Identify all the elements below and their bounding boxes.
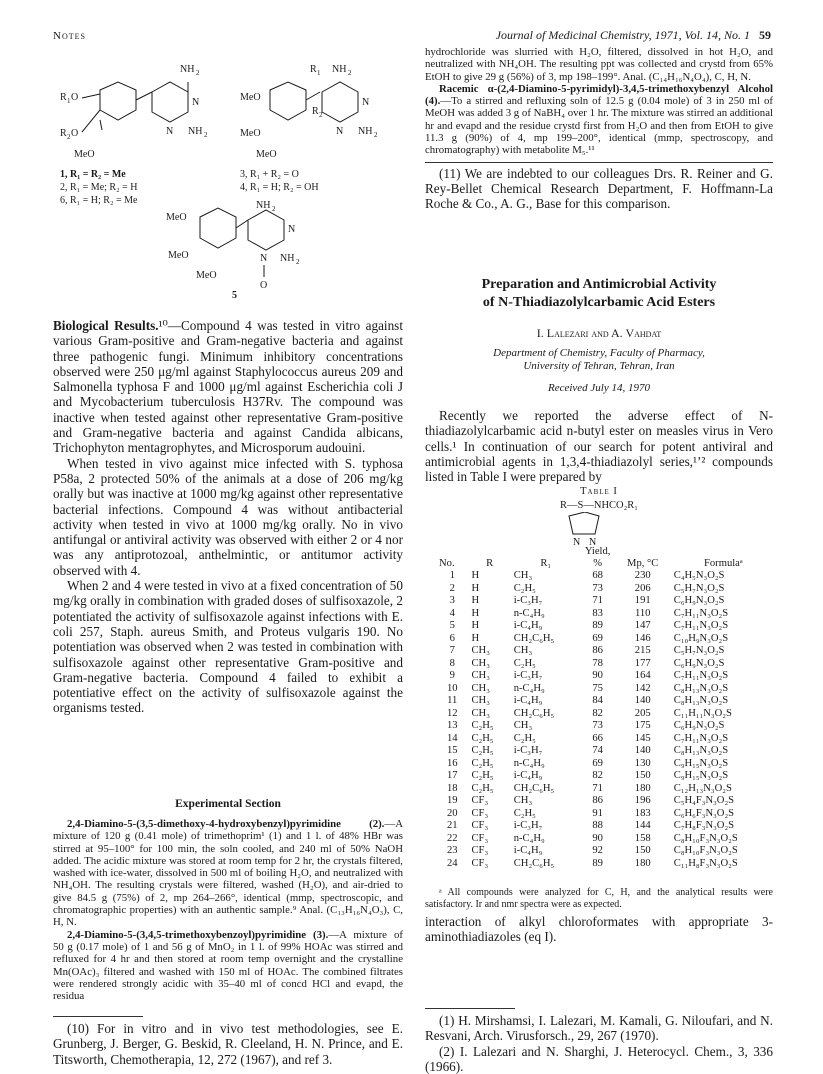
table-cell: CF₃ — [471, 807, 489, 819]
table-cell: C₆H₉N₃O₂S — [673, 720, 725, 731]
table-cell: 10 — [446, 682, 458, 694]
table-cell: 2 — [449, 582, 455, 594]
table-body — [436, 570, 776, 870]
table-cell: 191 — [634, 595, 651, 606]
table-cell: CH₃ — [471, 695, 490, 706]
table-cell: 74 — [592, 745, 603, 756]
table-cell: i-C₄H₉ — [513, 695, 543, 706]
table-cell: CH₃ — [513, 795, 533, 806]
table-cell: CF₃ — [471, 820, 489, 831]
svg-text:2: 2 — [196, 69, 200, 77]
table-cell: 14 — [446, 732, 458, 744]
table-row — [436, 770, 776, 783]
table-cell: 150 — [634, 845, 651, 856]
table-cell: C₉H₁₅N₃O₂S — [673, 770, 729, 781]
table-cell: 13 — [446, 720, 458, 731]
table-row — [436, 645, 776, 658]
table-row — [436, 595, 776, 608]
table-cell: 9 — [449, 670, 455, 681]
left-footnote — [53, 1016, 403, 1067]
table-cell: i-C₃H₇ — [513, 670, 543, 681]
journal-citation: Journal of Medicinal Chemistry, 1971, Vol. 14, No. 1 — [495, 28, 750, 42]
svg-text:2: 2 — [204, 131, 208, 139]
table-cell: i-C₃H₇ — [513, 595, 543, 606]
table-row — [436, 783, 776, 796]
svg-text:1: 1 — [67, 97, 71, 105]
table-cell: 180 — [634, 857, 651, 869]
affiliation: Department of Chemistry, Faculty of Pharmacy, University of Tehran, Tehran, Iran — [493, 347, 705, 372]
table-cell: C₁₁H₁₁N₃O₂S — [673, 707, 732, 719]
table-cell: C₂H₅ — [513, 657, 536, 669]
interaction-paragraph: interaction of alkyl chloroformates with appropriate 3-aminothiadiazoles (eq I). — [425, 914, 773, 945]
table-footnote — [425, 887, 773, 910]
table-cell: C₈H₁₃N₃O₂S — [673, 745, 729, 756]
table-cell: 5 — [449, 620, 455, 631]
structure-1-2-6 — [60, 64, 208, 160]
table-row — [436, 695, 776, 708]
table-cell: 20 — [446, 807, 458, 819]
table-cell: H — [471, 570, 480, 581]
bio-paragraph-3: When 2 and 4 were tested in vivo at a fixed concentration of 50 mg/kg orally in combination with graded doses of sulfisoxazole, 2 potentiated the activity of sulfisoxazole against infections with E. coli 257, Staph. aureus Smith, and Proteus vulgaris 190. No potentiation was observed when 2 was tested in combination with sulfisoxazole against other representative Gram-positive and Gram-negative bacteria. Compound 4 failed to exhibit a potentiative effect on the activity of sulfisoxazole against the organisms tested. — [53, 578, 403, 716]
table-cell: 177 — [634, 657, 651, 669]
reference-2: (2) I. Lalezari and N. Sharghi, J. Heterocycl. Chem., 3, 336 (1966). — [425, 1043, 773, 1074]
table-row — [436, 658, 776, 671]
table-cell: 12 — [446, 707, 458, 719]
table-cell: C₂H₅ — [471, 745, 494, 756]
exp-paragraph-2: 2,4-Diamino-5-(3,4,5-trimethoxybenzoyl)pyrimidine (3).—A mixture of 50 g (0.17 mole) of 1 and 56 g of MnO₂ in 1 l. of 99% HOAc was stirred and refluxed for 4 hr and then stored at room temp overnight and the crystalline Mn(OAc)₃ filtered and washed with 150 ml of HOAc. The combined filtrates were rendered strongly acidic with 35–40 ml of concd HCl and evapd, the residua — [53, 928, 403, 1003]
table-cell: 183 — [634, 807, 651, 819]
table-cell: CF₃ — [471, 795, 489, 806]
table-cell: 15 — [446, 745, 458, 756]
table-cell: 144 — [634, 820, 651, 831]
interaction-section — [425, 914, 773, 945]
svg-text:N: N — [589, 537, 597, 546]
svg-text:NH: NH — [332, 64, 347, 75]
table-cell: 17 — [446, 770, 458, 781]
svg-text:NH: NH — [188, 126, 203, 137]
table-row — [436, 733, 776, 746]
table-row — [436, 833, 776, 846]
intro-section — [425, 408, 773, 484]
table-cell: 78 — [592, 657, 603, 669]
table-cell: C₇H₁₁N₃O₂S — [673, 607, 729, 619]
table-cell: 140 — [634, 695, 651, 706]
table-cell: H — [471, 620, 480, 631]
pyrimidine-structures-figure — [60, 62, 400, 302]
table-cell: n-C₄H₉ — [513, 832, 545, 844]
table-row — [436, 570, 776, 583]
table-cell: C₂H₅ — [471, 757, 494, 769]
table-cell: 1 — [449, 570, 455, 581]
svg-text:N: N — [260, 253, 268, 264]
table-cell: CH₃ — [471, 670, 490, 681]
svg-text:2: 2 — [374, 131, 378, 139]
table-cell: 7 — [449, 645, 455, 656]
table-cell: 71 — [592, 782, 603, 794]
table-cell: 71 — [592, 595, 603, 606]
table-cell: 19 — [446, 795, 458, 806]
table-cell: 73 — [592, 720, 603, 731]
label-compound-2: 2, R₁ = Me; R₂ = H — [60, 182, 138, 193]
svg-text:O: O — [71, 92, 79, 103]
table-header-row: No. R R₁ Yield, % Mp, °C Formulaᵃ — [439, 546, 743, 569]
biological-results-section — [53, 318, 403, 716]
table-cell: CH₂C₆H₅ — [513, 707, 555, 719]
table-cell: C₈H₁₃N₃O₂S — [673, 682, 729, 694]
table-cell: H — [471, 607, 480, 619]
table-cell: CH₃ — [471, 682, 490, 694]
svg-text:N: N — [336, 126, 344, 137]
svg-text:1: 1 — [317, 69, 321, 77]
table-cell: CH₃ — [471, 645, 490, 656]
table-row — [436, 720, 776, 733]
table-cell: 215 — [634, 645, 651, 656]
table-cell: 140 — [634, 745, 651, 756]
running-header-journal — [496, 28, 771, 43]
table-cell: 206 — [634, 582, 651, 594]
table-cell: 205 — [634, 707, 651, 719]
structure-3-4 — [240, 64, 378, 160]
table-cell: CH₂C₆H₅ — [513, 857, 555, 869]
table-cell: n-C₄H₉ — [513, 607, 545, 619]
svg-text:N: N — [362, 97, 370, 108]
table-cell: C₇H₈F₃N₃O₂S — [673, 820, 735, 831]
table-row — [436, 858, 776, 871]
svg-text:R: R — [310, 64, 317, 75]
table-cell: 180 — [634, 782, 651, 794]
table-title: Table I — [580, 486, 618, 497]
svg-text:N: N — [573, 537, 581, 546]
table-cell: 158 — [634, 832, 651, 844]
footnote-11: (11) We are indebted to our colleagues Drs. R. Reiner and G. Rey-Bellet Chemical Research Department, F. Hoffmann-La Roche & Co., A. G., Base for this comparison. — [425, 165, 773, 212]
svg-text:2: 2 — [296, 258, 300, 266]
table-cell: C₅H₇N₃O₂S — [673, 645, 725, 656]
table-cell: C₈H₁₀F₃N₃O₂S — [673, 845, 738, 856]
table-cell: CF₃ — [471, 857, 489, 869]
table-cell: C₁₁H₈F₃N₃O₂S — [673, 857, 738, 869]
continuation-paragraph: hydrochloride was slurried with H₂O, filtered, dissolved in hot H₂O, and neutralized with NH₄OH. The resulting ppt was collected and crystd from 65% EtOH to give 29 g (56%) of 3, mp 198–199°. Anal. (C₁₄H₁₆N₄O₄), C, H, N. — [425, 46, 773, 83]
table-cell: CH₂C₆H₅ — [513, 782, 555, 794]
table-cell: 22 — [446, 832, 458, 844]
table-cell: 84 — [592, 695, 603, 706]
svg-text:R: R — [60, 128, 67, 139]
authors: I. Lalezari and A. Vahdat — [536, 326, 662, 340]
table-cell: 110 — [634, 607, 651, 619]
table-cell: 75 — [592, 682, 603, 694]
table-cell: 147 — [634, 620, 651, 631]
table-cell: 150 — [634, 770, 651, 781]
footnote-separator — [425, 162, 773, 163]
table-cell: C₄H₅N₃O₂S — [673, 570, 725, 581]
table-cell: C₂H₅ — [513, 807, 536, 819]
table-cell: i-C₄H₉ — [513, 770, 543, 781]
table-cell: 66 — [592, 732, 603, 744]
table-row — [436, 745, 776, 758]
table-row — [436, 708, 776, 721]
table-cell: C₂H₅ — [513, 732, 536, 744]
table-cell: n-C₄H₉ — [513, 757, 545, 769]
table-cell: C₂H₅ — [471, 732, 494, 744]
label-compound-4: 4, R₁ = H; R₂ = OH — [240, 182, 319, 193]
table-cell: 86 — [592, 645, 603, 656]
bio-paragraph-2: When tested in vivo against mice infected with S. typhosa P58a, 2 protected 50% of the animals at a dose of 206 mg/kg orally but was inactive at 1000 mg/kg against other representative bacterial infections. Compound 4 was without antibacterial activity when tested in vivo at 1000 mg/kg orally. No in vivo antifungal or antiviral activity was observed with either 2 or 4 nor was any antiprotozoal, anthelmintic, or antitumor activity observed with 4. — [53, 455, 403, 578]
table-row — [436, 633, 776, 646]
table-cell: C₆H₆F₃N₃O₂S — [673, 807, 735, 819]
svg-text:MeO: MeO — [166, 212, 187, 223]
table-row — [436, 845, 776, 858]
table-cell: CH₃ — [513, 720, 533, 731]
svg-text:N: N — [288, 224, 296, 235]
table-cell: 91 — [592, 807, 603, 819]
table-cell: 230 — [634, 570, 651, 581]
table-cell: 69 — [592, 632, 603, 644]
table-cell: 88 — [592, 820, 603, 831]
table-cell: 86 — [592, 795, 603, 806]
table-cell: C₇H₁₁N₃O₂S — [673, 670, 729, 681]
svg-text:2: 2 — [348, 69, 352, 77]
table-cell: 130 — [634, 757, 651, 769]
svg-text:NH: NH — [358, 126, 373, 137]
svg-text:R: R — [60, 92, 67, 103]
table-cell: CF₃ — [471, 832, 489, 844]
table-cell: 6 — [449, 632, 455, 644]
table-cell: 23 — [446, 845, 458, 856]
table-cell: 89 — [592, 620, 603, 631]
table-row — [436, 795, 776, 808]
table-cell: 90 — [592, 832, 603, 844]
svg-text:2: 2 — [319, 111, 323, 119]
table-cell: C₁₀H₉N₃O₂S — [673, 632, 729, 644]
table-row — [436, 808, 776, 821]
table-1 — [436, 546, 776, 870]
table-cell: H — [471, 632, 480, 644]
table-cell: CH₂C₆H₅ — [513, 632, 555, 644]
svg-text:MeO: MeO — [168, 250, 189, 261]
continuation-section — [425, 46, 773, 212]
table-cell: CH₃ — [513, 645, 533, 656]
table-cell: 142 — [634, 682, 651, 694]
article-title: Preparation and Antimicrobial Activity of N-Thiadiazolylcarbamic Acid Esters — [481, 277, 717, 310]
table-cell: C₂H₅ — [471, 720, 494, 731]
table-cell: H — [471, 595, 480, 606]
table-cell: CH₃ — [513, 570, 533, 581]
table-row — [436, 820, 776, 833]
table-cell: i-C₃H₇ — [513, 820, 543, 831]
footnote-rule — [53, 1016, 143, 1017]
table-cell: i-C₄H₉ — [513, 620, 543, 631]
svg-text:2: 2 — [67, 133, 71, 141]
svg-text:MeO: MeO — [256, 149, 277, 160]
running-header-section: Notes — [53, 30, 86, 42]
structure-5 — [166, 200, 300, 291]
table-cell: 68 — [592, 570, 603, 581]
table-cell: CF₃ — [471, 845, 489, 856]
svg-text:MeO: MeO — [74, 149, 95, 160]
table-cell: n-C₄H₉ — [513, 682, 545, 694]
table-cell: 4 — [449, 607, 455, 619]
table-cell: C₈H₁₀F₃N₃O₂S — [673, 832, 738, 844]
table-row — [436, 620, 776, 633]
table-cell: C₂H₅ — [471, 770, 494, 781]
svg-text:O: O — [260, 280, 268, 291]
table-cell: 16 — [446, 757, 458, 769]
table-row — [436, 670, 776, 683]
table-cell: 73 — [592, 582, 603, 594]
racemic-paragraph: Racemic α-(2,4-Diamino-5-pyrimidyl)-3,4,5-trimethoxybenzyl Alcohol (4).—To a stirred and refluxing soln of 12.5 g (0.04 mole) of 3 in 250 ml of MeOH was added 3 g of NaBH₄ over 1 hr. The mixture was stirred an additional hr and evapd and the residue crystd first from H₂O and then from EtOH to give 11.3 g (90%) of 4, mp 199–200°, identical (mmp, spectroscopy, and chromatography) with metabolite M₅.¹¹ — [425, 82, 773, 157]
table-cell: i-C₄H₉ — [513, 845, 543, 856]
table-cell: 82 — [592, 707, 603, 719]
table-cell: C₈H₁₃N₃O₂S — [673, 695, 729, 706]
table-cell: 82 — [592, 770, 603, 781]
label-compound-3: 3, R₁ + R₂ = O — [240, 169, 299, 180]
table-cell: C₁₂H₁₃N₃O₂S — [673, 782, 732, 794]
table-row — [436, 758, 776, 771]
label-compound-1: 1, R₁ = R₂ = Me — [60, 169, 126, 180]
label-compound-5: 5 — [232, 290, 237, 301]
table-cell: 92 — [592, 845, 603, 856]
svg-text:2: 2 — [272, 205, 276, 213]
table-cell: 164 — [634, 670, 651, 681]
table-row — [436, 683, 776, 696]
svg-text:NH: NH — [256, 200, 271, 211]
table-cell: C₅H₄F₃N₃O₂S — [673, 795, 735, 806]
reference-rule — [425, 1008, 515, 1009]
table-cell: H — [471, 582, 480, 594]
svg-text:MeO: MeO — [240, 128, 261, 139]
table-note: ᵃ All compounds were analyzed for C, H, and the analytical results were satisfactory. Ir and nmr spectra were as expected. — [425, 887, 773, 910]
received-date: Received July 14, 1970 — [547, 382, 650, 394]
table-cell: C₅H₇N₃O₂S — [673, 582, 725, 594]
table-cell: 90 — [592, 670, 603, 681]
table-cell: 21 — [446, 820, 458, 831]
svg-text:NH: NH — [280, 253, 295, 264]
table-cell: C₉H₁₅N₃O₂S — [673, 757, 729, 769]
table-row — [436, 583, 776, 596]
svg-text:N: N — [166, 126, 174, 137]
table-cell: CH₃ — [471, 657, 490, 669]
table-cell: C₂H₅ — [513, 582, 536, 594]
table-cell: 146 — [634, 632, 651, 644]
bio-heading: Biological Results. — [53, 318, 159, 333]
exp-paragraph-1: 2,4-Diamino-5-(3,5-dimethoxy-4-hydroxybenzyl)pyrimidine (2).—A mixture of 120 g (0.41 mole) of trimethoprim¹ (1) and 1 l. of 48% HBr was stirred at 95–100° for 100 min, the soln cooled, and 240 ml of 50% NaOH added. The acidic mixture was stored at room temp for 2 hr, the crystals filtered, washed with ice-water, dissolved in 500 ml of boiling H₂O, and neutralized with NH₄OH. The resulting crystals were filtered, washed (H₂O), and air-dried to give 84.5 g (75%) of 2, mp 264–266°, identical (mmp, spectroscopic, and chromatographic properties) with an authentic sample.⁹ Anal. (C₁₃H₁₆N₄O₃), C, H, N. — [53, 818, 403, 929]
table-cell: 145 — [634, 732, 651, 744]
label-compound-6: 6, R₁ = H; R₂ = Me — [60, 195, 138, 206]
right-references — [425, 1008, 773, 1074]
svg-text:MeO: MeO — [240, 92, 261, 103]
reference-1: (1) H. Mirshamsi, I. Lalezari, M. Kamali, G. Niloufari, and N. Resvani, Arch. Virusforsch., 29, 267 (1970). — [425, 1013, 773, 1044]
table-cell: 83 — [592, 607, 603, 619]
table-cell: C₂H₅ — [471, 782, 494, 794]
table-cell: 11 — [447, 695, 458, 706]
table-cell: 18 — [446, 782, 458, 794]
table-cell: C₆H₉N₃O₂S — [673, 595, 725, 606]
table-cell: 89 — [592, 857, 603, 869]
table-cell: i-C₃H₇ — [513, 745, 543, 756]
table-cell: C₇H₁₁N₃O₂S — [673, 620, 729, 631]
svg-text:R: R — [312, 106, 319, 117]
table-row — [436, 608, 776, 621]
svg-text:O: O — [71, 128, 79, 139]
experimental-section — [53, 818, 403, 1002]
table-cell: 175 — [634, 720, 651, 731]
intro-paragraph: Recently we reported the adverse effect of N-thiadiazolylcarbamic acid n-butyl ester on measles virus in Vero cells.¹ In continuation of our search for potent antiviral and antimicrobial agents in 1,3,4-thiadiazolyl series,¹ʼ² compounds listed in Table I were prepared by — [425, 408, 773, 485]
svg-text:N: N — [192, 97, 200, 108]
thiadiazole-ring-icon — [555, 512, 615, 546]
table-cell: C₇H₁₁N₃O₂S — [673, 732, 729, 744]
table-scheme: R—S—NHCO₂R₁ — [560, 500, 638, 511]
svg-text:NH: NH — [180, 64, 195, 75]
table-cell: 196 — [634, 795, 651, 806]
experimental-heading: Experimental Section — [175, 798, 281, 810]
page-number: 59 — [759, 28, 771, 42]
bio-paragraph-1: Biological Results.¹⁰—Compound 4 was tested in vitro against various Gram-positive and Gram-negative bacteria and against three pathogenic fungi. Minimum inhibitory concentrations observed were 250 μg/ml against Staphylococcus aureus 209 and Salmonella typhosa F and 1000 μg/ml against Escherichia coli J and Mycobacterium tuberculosis H37Rv. The compound was inactive when tested against other representative Gram-positive and Gram-negative bacteria and against Candida albicans, Trichophyton mentagrophytes, and Microsporum audouini. — [53, 318, 403, 456]
table-cell: 8 — [449, 657, 455, 669]
table-cell: 24 — [446, 857, 458, 869]
table-cell: CH₃ — [471, 707, 490, 719]
table-cell: 3 — [449, 595, 455, 606]
footnote-10: (10) For in vitro and in vivo test methodologies, see E. Grunberg, J. Berger, G. Beskid, R. Cleeland, H. N. Prince, and E. Titsworth, Chemotherapia, 12, 272 (1967), and ref 3. — [53, 1021, 403, 1067]
table-cell: C₆H₉N₃O₂S — [673, 657, 725, 669]
table-cell: 69 — [592, 757, 603, 769]
svg-text:MeO: MeO — [196, 270, 217, 281]
